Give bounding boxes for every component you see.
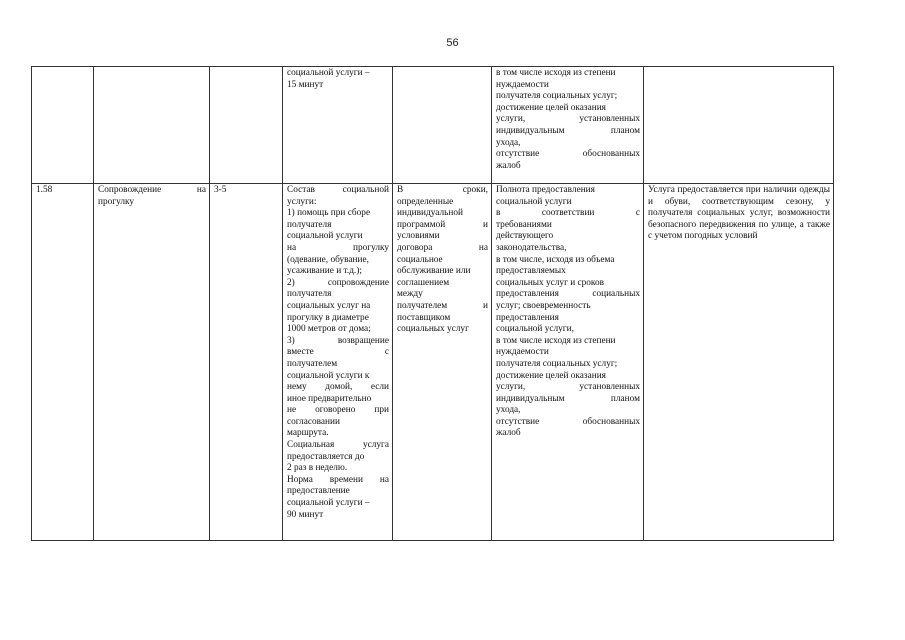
text-line: прогулку в диаметре	[287, 312, 369, 323]
text-line: социальных услуг и сроков	[496, 277, 605, 288]
text-line: (одевание, обувание,	[287, 254, 369, 265]
text-line: в том числе, исходя из объема	[496, 254, 615, 265]
text-line: услуг; своевременность	[496, 300, 591, 311]
text-line: социальной услуги	[496, 196, 572, 207]
text-line: предоставляемых	[496, 266, 566, 277]
cell-code: 3-5	[210, 184, 283, 541]
text-line: между	[397, 289, 423, 300]
text-line: отсутствие обоснованных	[496, 416, 640, 427]
text-line: нему домой, если	[287, 382, 389, 393]
text-line: получателя	[287, 219, 332, 230]
text-line: 1000 метров от дома;	[287, 324, 371, 335]
text-line: обслуживание или	[397, 266, 471, 277]
text-line: социальной услуги –	[287, 498, 370, 509]
text-line: Социальная услуга	[287, 440, 389, 451]
text-line: предоставление	[287, 486, 350, 497]
text-line: услуги, установленных	[496, 114, 640, 125]
text-line: ухода,	[496, 405, 521, 416]
text-line: 1) помощь при сборе	[287, 208, 371, 219]
cell-terms	[393, 184, 492, 541]
text-line: соглашением	[397, 277, 450, 288]
text-line: достижение целей оказания	[496, 370, 606, 381]
text-line: 15 минут	[287, 79, 324, 90]
text-line: в том числе исходя из степени	[496, 335, 616, 346]
text-line: предоставления	[496, 312, 559, 323]
text-line: В сроки,	[397, 185, 488, 195]
text-line: предоставляется до	[287, 451, 365, 462]
text-line: Состав социальной	[287, 185, 389, 195]
cell-terms	[393, 67, 492, 184]
text-line: Сопровождение на	[98, 185, 206, 195]
text-line: получателем и	[397, 300, 488, 311]
text-line: социальной услуги –	[287, 68, 370, 78]
text-line: в том числе исходя из степени	[496, 68, 616, 78]
cell-conditions	[644, 67, 834, 184]
text-line: жалоб	[496, 428, 521, 439]
text-line: индивидуальной	[397, 208, 463, 219]
text-line: получателя	[287, 289, 332, 300]
text-line: на прогулку	[287, 242, 389, 253]
text-line: предоставления социальных	[496, 289, 640, 300]
text-line: 2) сопровождение	[287, 277, 389, 288]
cell-quality-indicators	[492, 184, 644, 541]
text-line: прогулку	[98, 196, 134, 207]
text-line: индивидуальным планом	[496, 125, 640, 136]
text-line: социальной услуги	[287, 231, 363, 242]
text-line: вместе с	[287, 347, 389, 358]
text-line: отсутствие обоснованных	[496, 149, 640, 160]
text-line: 90 минут	[287, 509, 324, 520]
table-row	[32, 184, 834, 541]
text-line: 3) возвращение	[287, 335, 389, 346]
text-line: жалоб	[496, 160, 521, 171]
text-line: Полнота предоставления	[496, 185, 595, 195]
text-line: социальных услуг на	[287, 300, 371, 311]
cell-number: 1.58	[32, 184, 94, 541]
cell-service-content	[283, 184, 393, 541]
text-line: согласовании	[287, 416, 340, 427]
text-line: действующего	[496, 231, 554, 242]
text-line: требованиями	[496, 219, 552, 230]
text-line: получателем	[287, 358, 338, 369]
text-line: нуждаемости	[496, 79, 549, 90]
text-line: нуждаемости	[496, 347, 549, 358]
text-line: иное предварительно	[287, 393, 372, 404]
cell-code	[210, 67, 283, 184]
text-line: социальное	[397, 254, 443, 265]
text-line: усаживание и т.д.);	[287, 266, 362, 277]
text-line: 2 раз в неделю.	[287, 463, 348, 474]
text-line: индивидуальным планом	[496, 393, 640, 404]
table-row	[32, 67, 834, 184]
text-line: Норма времени на	[287, 474, 389, 485]
text-line: условиями	[397, 231, 440, 242]
text-line: ухода,	[496, 137, 521, 148]
text-line: определенные	[397, 196, 454, 207]
text-line: программой и	[397, 219, 488, 230]
cell-number	[32, 67, 94, 184]
text-line: законодательства,	[496, 242, 567, 253]
text-line: не оговорено при	[287, 405, 389, 416]
text-line: получателя социальных услуг;	[496, 91, 618, 102]
text-line: в соответствии с	[496, 208, 640, 219]
text-line: получателя социальных услуг;	[496, 358, 618, 369]
cell-service-name	[94, 184, 210, 541]
text-line: достижение целей оказания	[496, 102, 606, 113]
cell-service-content	[283, 67, 393, 184]
text-line: маршрута.	[287, 428, 329, 439]
text-line: социальной услуги к	[287, 370, 370, 381]
text-line: услуги:	[287, 196, 317, 207]
page-number: 56	[446, 37, 459, 49]
cell-service-name	[94, 67, 210, 184]
cell-conditions: Услуга предоставляется при наличии одежды и обуви, соответствующим сезону, у получателя социальных услуг, возможности безопасного передвижения по улице, а также с учетом погодных условий	[644, 184, 834, 541]
services-table	[31, 66, 834, 541]
text-line: социальных услуг	[397, 324, 469, 335]
cell-quality-indicators	[492, 67, 644, 184]
text-line: услуги, установленных	[496, 382, 640, 393]
text-line: договора на	[397, 242, 488, 253]
text-line: социальной услуги,	[496, 324, 574, 335]
text-line: поставщиком	[397, 312, 451, 323]
